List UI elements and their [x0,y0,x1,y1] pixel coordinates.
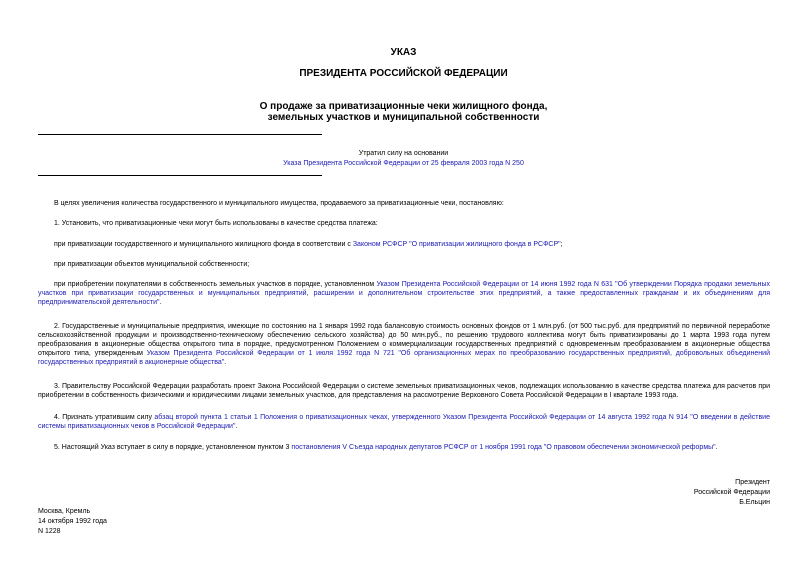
paragraph-item-1c [38,280,770,307]
paragraph-text: при приватизации государственного и муниципального жилищного фонда в соответствии с [54,241,353,248]
law-link[interactable]: Законом РСФСР "О приватизации жилищного фонда в РСФСР" [352,241,561,248]
subject-title-line2: земельных участков и муниципальной собственности [267,112,540,123]
doc-type-title: УКАЗ [390,47,417,58]
congress-resolution-link[interactable]: постановления V Съезда народных депутатов РСФСР от 1 ноября 1991 года "О правовом обеспечении экономической реформы" [291,444,716,451]
signature-title: Президент [735,479,770,486]
paragraph-tail: . [715,444,718,451]
paragraph-text: 2. Государственные и муниципальные предприятия, имеющие по состоянию на 1 января 1992 года балансовую стоимость основных фондов от 1 млн.руб. (от 500 тыс.руб. для предприятий по первичной переработке сельскохозяйственной продукции и производственно-техническому обеспечению сельского хозяйства) до 50 млн.руб., по решению трудового коллектива могут быть приватизированы до 1 марта 1993 года путем преобразования в акционерные общества открытого типа в порядке, предусмотренном Положением о коммерциализации государственных предприятий с одновременным преобразованием в акционерные общества открытого типа, утвержденным [38,323,770,357]
paragraph-tail: . [224,359,227,366]
signing-place: Москва, Кремль [38,508,91,515]
paragraph-item-3: 3. Правительству Российской Федерации разработать проект Закона Российской Федерации о системе земельных приватизационных чеков, подлежащих использованию в качестве средства платежа для расчетов при приобретении в собственность физическими и юридическими лицами земельных участков, для представления на рассмотрение Верховного Совета Российской Федерации в I квартале 1993 года. [38,383,770,399]
divider-bottom [38,175,322,176]
status-link[interactable]: Указа Президента Российской Федерации от 25 февраля 2003 года N 250 [283,160,524,167]
paragraph-tail: . [159,299,162,306]
status-text: Утратил силу на основании [358,150,449,157]
paragraph-preamble: В целях увеличения количества государственного и муниципального имущества, продаваемого за приватизационные чеки, постановляю: [54,200,504,207]
signature-name: Б.Ельцин [739,499,770,506]
paragraph-item-1b: при приватизации объектов муниципальной собственности; [54,261,250,268]
paragraph-item-1a [38,240,770,249]
paragraph-tail: . [235,423,238,430]
signature-org: Российской Федерации [693,489,770,496]
paragraph-item-1: 1. Установить, что приватизационные чеки могут быть использованы в качестве средства платежа: [54,220,378,227]
paragraph-tail: ; [560,241,563,248]
divider-top [38,134,322,135]
decree-914-link[interactable]: абзац второй пункта 1 статьи 1 Положения о приватизационных чеках, утвержденного Указом Президента Российской Федерации от 14 августа 1992 года N 914 "О введении в действие системы приватизационных чеков в Российской Федерации" [38,414,770,430]
paragraph-item-2 [38,322,770,367]
paragraph-text: при приобретении покупателями в собственность земельных участков в порядке, установленном [54,281,377,288]
paragraph-text: 5. Настоящий Указ вступает в силу в порядке, установленном пунктом 3 [54,444,292,451]
decree-631-link[interactable]: Указом Президента Российской Федерации от 14 июня 1992 года N 631 "Об утверждении Порядка продажи земельных участков при приватизации государственных и муниципальных предприятий, расширении и дополнительном строительстве этих предприятий, а также предоставленных гражданам и их объединениям для предпринимательской деятельности" [38,281,770,306]
issuer-title: ПРЕЗИДЕНТА РОССИЙСКОЙ ФЕДЕРАЦИИ [299,68,508,79]
paragraph-text: 4. Признать утратившим силу [54,414,155,421]
paragraph-item-4 [38,413,770,431]
subject-title-line1: О продаже за приватизационные чеки жилищного фонда, [259,101,548,112]
paragraph-item-5 [38,443,770,452]
document-number: N 1228 [38,528,61,535]
decree-721-link[interactable]: Указом Президента Российской Федерации от 1 июля 1992 года N 721 "Об организационных мерах по преобразованию государственных предприятий, добровольных объединений государственных предприятий в акционерные общества" [38,350,770,366]
signing-date: 14 октября 1992 года [38,518,107,525]
